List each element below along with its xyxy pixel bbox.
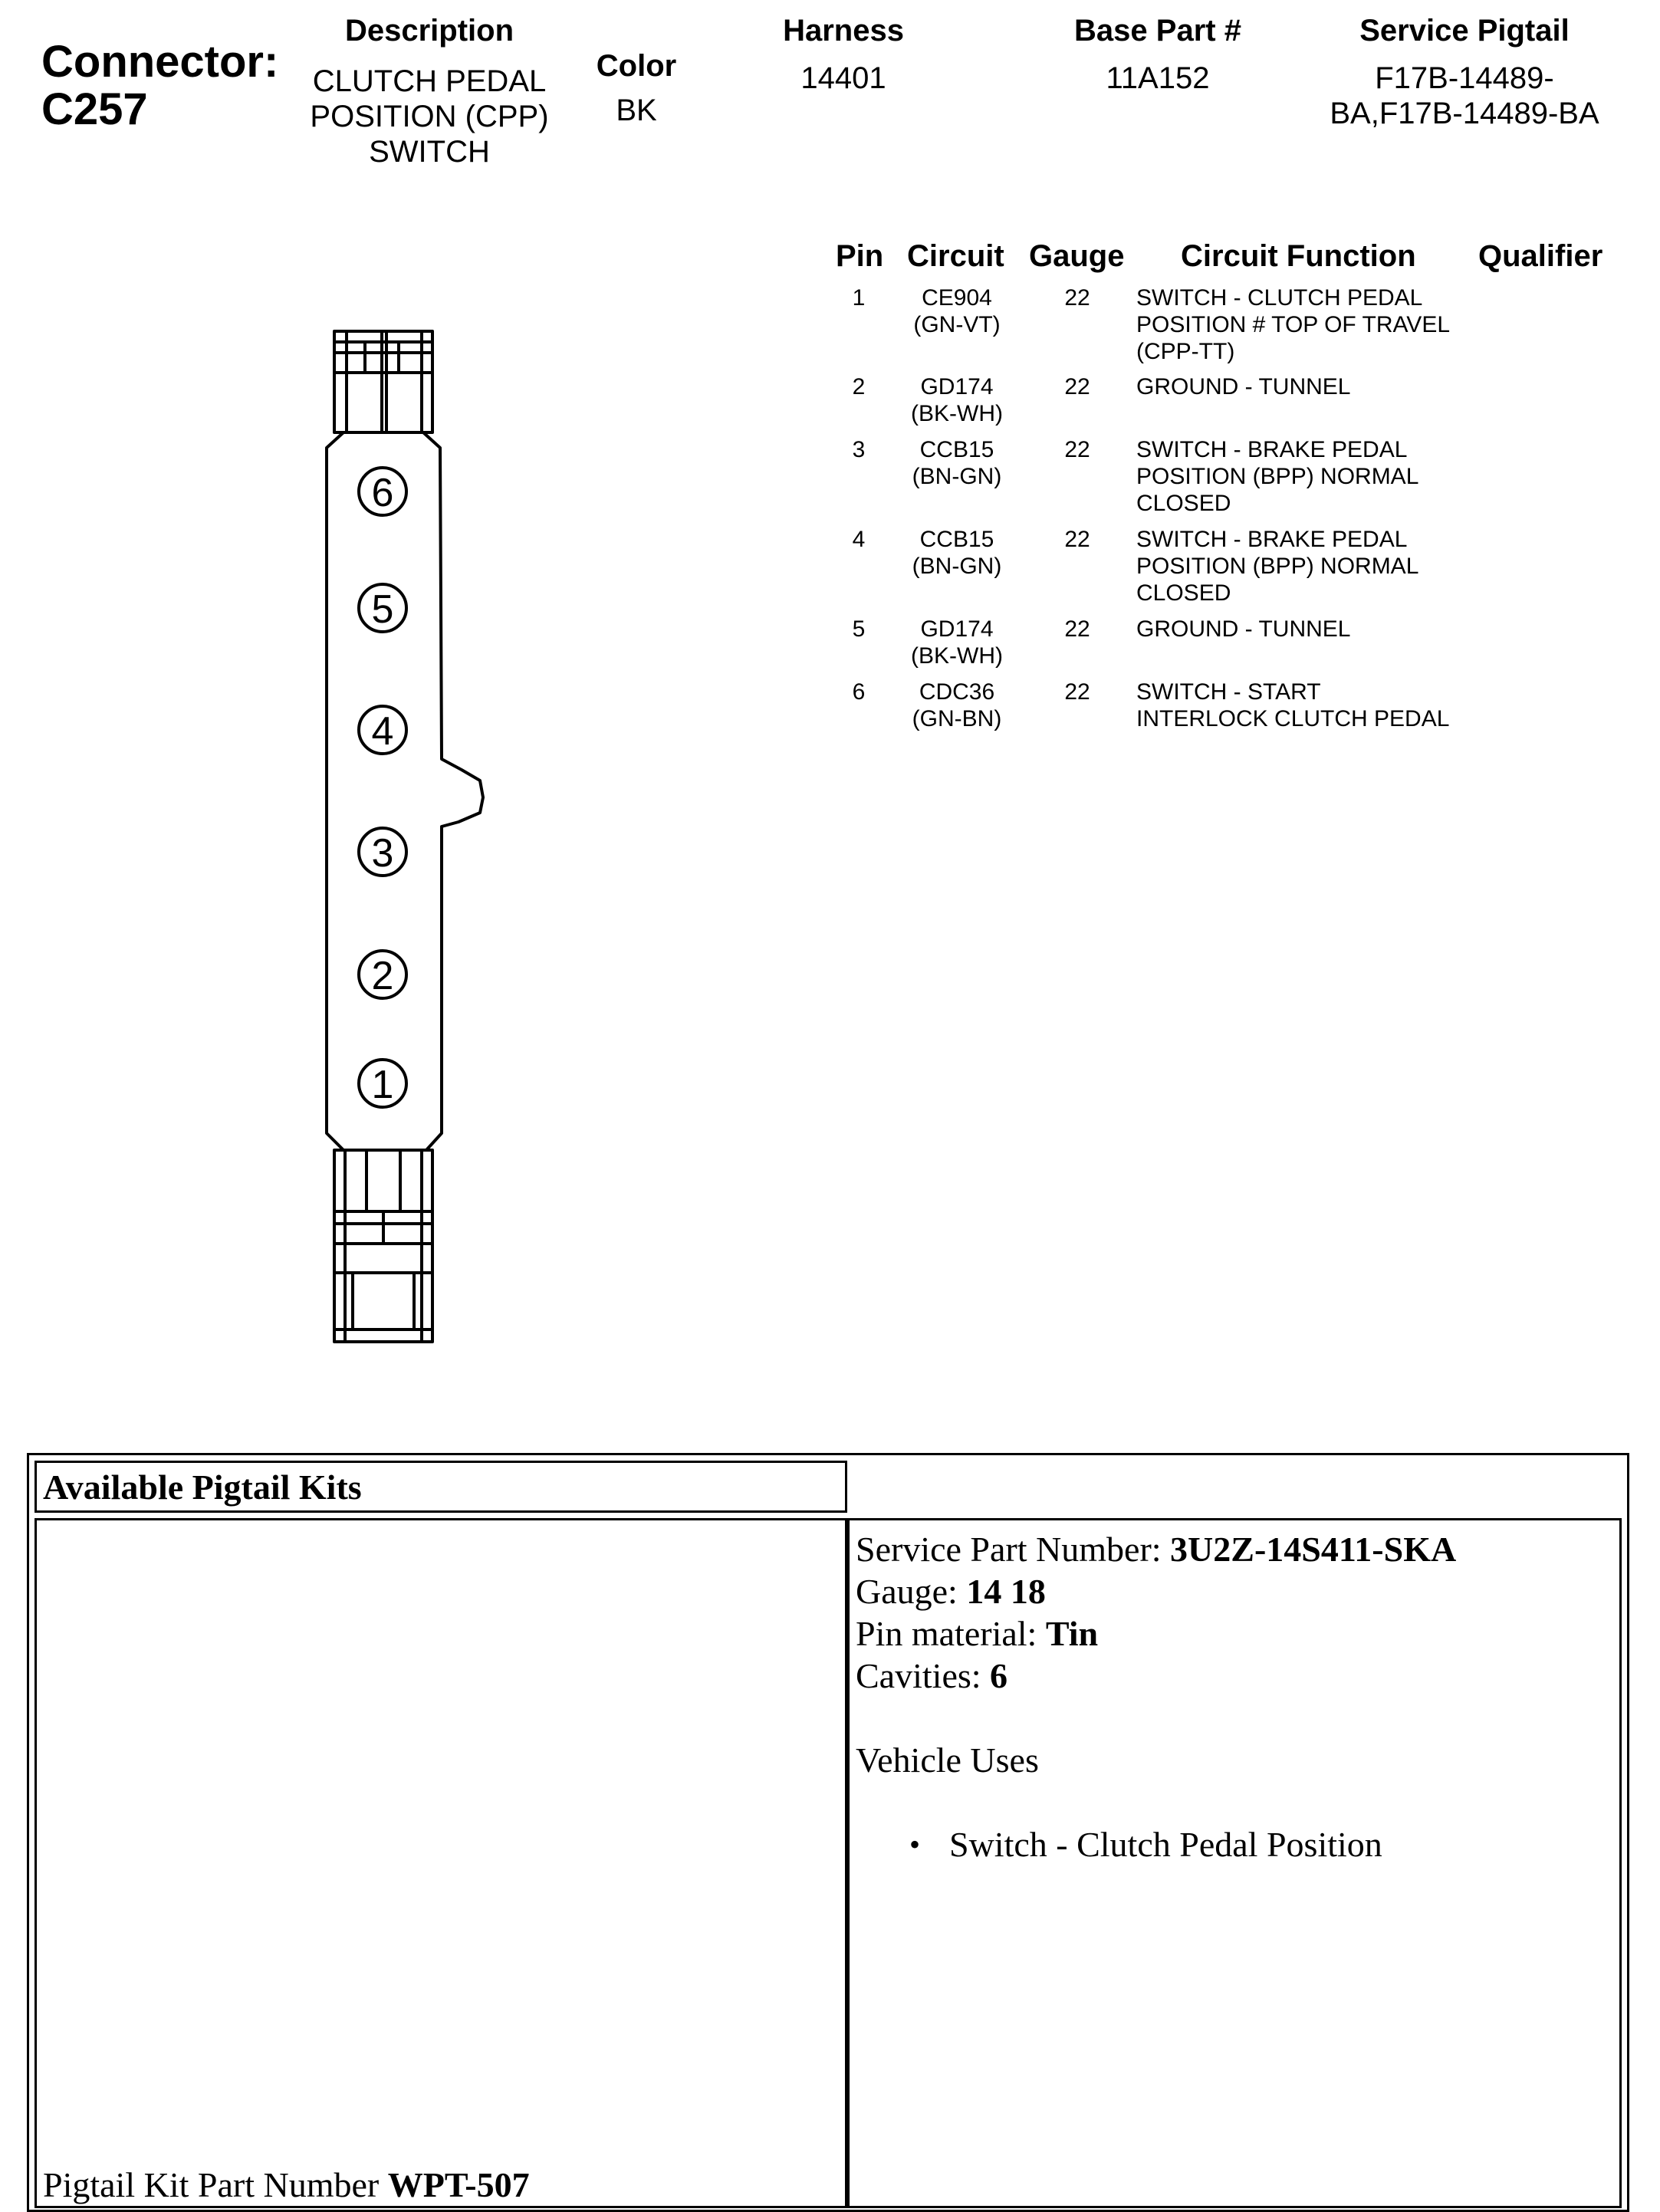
gauge-value: 22 bbox=[1064, 679, 1090, 705]
pin-header: Pin bbox=[836, 239, 884, 273]
service-part-label: Service Part Number: bbox=[856, 1530, 1171, 1569]
circuit-code: GD174 (BK-WH) bbox=[911, 374, 1003, 426]
color-value: BK bbox=[616, 94, 657, 127]
circuit-function: SWITCH - BRAKE PEDAL POSITION (BPP) NORMAL CLOSED bbox=[1136, 437, 1419, 516]
circuit-function: GROUND - TUNNEL bbox=[1136, 616, 1351, 642]
pigtail-kit-right-cell bbox=[847, 1518, 1622, 2208]
pin-number: 4 bbox=[852, 527, 866, 552]
pin-material-label: Pin material: bbox=[856, 1614, 1046, 1653]
connector-id: C257 bbox=[41, 84, 148, 134]
vehicle-uses-label: Vehicle Uses bbox=[856, 1740, 1039, 1780]
pigtail-kit-part-number bbox=[43, 2164, 530, 2206]
circuit-function: SWITCH - CLUTCH PEDAL POSITION # TOP OF TRAVEL (CPP-TT) bbox=[1136, 285, 1451, 364]
list-item: • Switch - Clutch Pedal Position bbox=[909, 1823, 1456, 1865]
pin-material-line bbox=[856, 1612, 1456, 1655]
color-title: Color bbox=[596, 49, 677, 83]
cavities-line bbox=[856, 1655, 1456, 1697]
cavity-label-6: 6 bbox=[371, 471, 394, 515]
gauge-value: 22 bbox=[1064, 437, 1090, 462]
pin-number: 6 bbox=[852, 679, 866, 705]
service-part-number-line bbox=[856, 1528, 1456, 1570]
qualifier-header: Qualifier bbox=[1478, 239, 1603, 273]
service-pigtail-title: Service Pigtail bbox=[1359, 14, 1570, 48]
circuit-code: CCB15 (BN-GN) bbox=[912, 527, 1002, 579]
vehicle-uses-list bbox=[909, 1823, 1456, 1865]
circuit-function: SWITCH - BRAKE PEDAL POSITION (BPP) NORMAL CLOSED bbox=[1136, 527, 1419, 606]
pigtail-kit-left-cell bbox=[35, 1518, 847, 2208]
pin-number: 3 bbox=[852, 437, 866, 462]
gauge-value: 14 18 bbox=[966, 1572, 1046, 1611]
pin-number: 1 bbox=[852, 285, 866, 311]
gauge-value: 22 bbox=[1064, 285, 1090, 311]
cavity-label-4: 4 bbox=[371, 709, 394, 754]
description-title: Description bbox=[344, 14, 514, 48]
gauge-line bbox=[856, 1570, 1456, 1612]
connector-diagram bbox=[0, 0, 537, 1380]
bottom-latch bbox=[334, 1150, 432, 1342]
description-value: CLUTCH PEDAL POSITION (CPP) SWITCH bbox=[310, 64, 549, 169]
gauge-value: 22 bbox=[1064, 616, 1090, 642]
circuit-code: CE904 (GN-VT) bbox=[913, 285, 1001, 337]
gauge-value: 22 bbox=[1064, 527, 1090, 552]
circuit-code: CDC36 (GN-BN) bbox=[912, 679, 1002, 731]
pin-material-value: Tin bbox=[1045, 1614, 1099, 1653]
connector-body bbox=[327, 432, 483, 1150]
connector-label-text: Connector: bbox=[41, 37, 279, 87]
harness-value: 14401 bbox=[800, 61, 886, 95]
pigtail-kit-part-label: Pigtail Kit Part Number bbox=[43, 2165, 388, 2204]
circuit-code: CCB15 (BN-GN) bbox=[912, 437, 1002, 489]
base-part-title: Base Part # bbox=[1074, 14, 1241, 48]
base-part-value: 11A152 bbox=[1106, 61, 1210, 95]
circuit-function: GROUND - TUNNEL bbox=[1136, 374, 1351, 399]
gauge-value: 22 bbox=[1064, 374, 1090, 399]
harness-title: Harness bbox=[783, 14, 904, 48]
cavity-label-5: 5 bbox=[371, 587, 394, 632]
circuit-function: SWITCH - START INTERLOCK CLUTCH PEDAL bbox=[1136, 679, 1450, 731]
service-pigtail-value: F17B-14489- BA,F17B-14489-BA bbox=[1330, 61, 1599, 130]
circuit-code: GD174 (BK-WH) bbox=[911, 616, 1003, 669]
pin-number: 2 bbox=[852, 374, 866, 399]
service-part-value: 3U2Z-14S411-SKA bbox=[1170, 1530, 1457, 1569]
top-latch bbox=[334, 331, 432, 432]
pigtail-kits-heading-box bbox=[35, 1461, 847, 1513]
gauge-header: Gauge bbox=[1029, 239, 1125, 273]
cavities-label: Cavities: bbox=[856, 1656, 991, 1695]
cavities-value: 6 bbox=[990, 1656, 1008, 1695]
pigtail-kits-heading: Available Pigtail Kits bbox=[43, 1468, 362, 1507]
cavity-label-1: 1 bbox=[371, 1063, 394, 1107]
pigtail-kit-details bbox=[856, 1528, 1456, 1865]
circuit-header: Circuit bbox=[907, 239, 1004, 273]
pigtail-kit-part-value: WPT-507 bbox=[387, 2165, 530, 2204]
cavity-label-3: 3 bbox=[371, 831, 394, 876]
cavity-label-2: 2 bbox=[371, 954, 394, 998]
circuit-function-header: Circuit Function bbox=[1181, 239, 1416, 273]
gauge-label: Gauge: bbox=[856, 1572, 967, 1611]
pin-number: 5 bbox=[852, 616, 866, 642]
